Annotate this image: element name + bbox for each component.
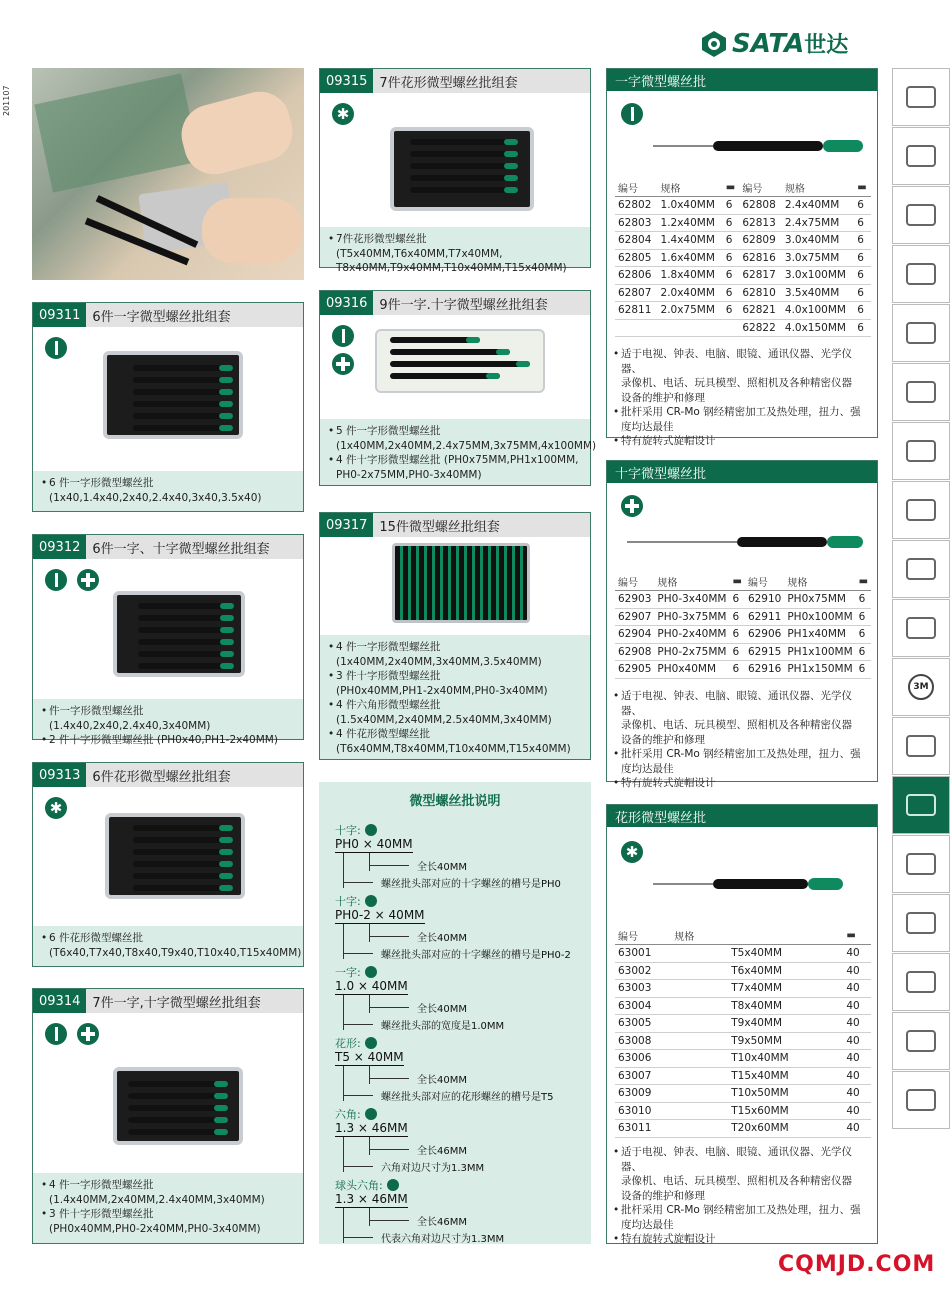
table-cell: 6 — [723, 302, 740, 320]
hammer-icon — [906, 617, 936, 639]
table-cell: 62810 — [739, 284, 782, 302]
note-spec: PH0-2 × 40MM — [335, 908, 425, 922]
set-09314: 09314 7件一字,十字微型螺丝批组套 • 4 件一字形微型螺丝批 (1.4x40MM,2x40MM,2.4x40MM,3x40MM) • 3 件十字形微型螺丝批 (PH0x40MM,PH0-2x40MM,PH0-3x40MM) — [32, 988, 304, 1244]
phillips-tip-icon — [77, 1023, 99, 1045]
table-cell: 40 — [843, 1085, 871, 1103]
table-cell: 62802 — [615, 197, 658, 215]
category-tab[interactable] — [892, 363, 950, 421]
category-tab[interactable] — [892, 1012, 950, 1070]
screwdriver-icon — [906, 440, 936, 462]
screwdriver-image — [653, 877, 843, 891]
phillips-table — [615, 573, 871, 679]
phillips-section — [606, 460, 878, 789]
phillips-tip-icon — [77, 569, 99, 591]
table-cell: 4.0x100MM — [782, 302, 854, 320]
table-cell: 62817 — [739, 267, 782, 285]
toolbox-icon — [906, 86, 936, 108]
table-cell: 62910 — [745, 591, 784, 609]
table-cell: 62906 — [745, 626, 784, 644]
torque-wrench-icon — [906, 322, 936, 344]
col-qty-icon: ▬ — [843, 927, 871, 945]
note-spec: PH0 × 40MM — [335, 837, 413, 851]
table-cell: PH0x75MM — [784, 591, 855, 609]
puller-icon — [906, 853, 936, 875]
screwdriver-image — [653, 139, 863, 153]
table-cell: 6 — [729, 661, 744, 679]
note-length: 全长40MM — [417, 933, 467, 944]
col-spec: 规格 — [782, 179, 854, 197]
tip-icon — [365, 824, 377, 836]
table-cell: 2.4x40MM — [782, 197, 854, 215]
table-cell: PH0-2x75MM — [654, 643, 729, 661]
table-cell: 62916 — [745, 661, 784, 679]
table-cell: 62822 — [739, 319, 782, 337]
table-cell: 63010 — [615, 1102, 671, 1120]
table-cell: 40 — [843, 1015, 871, 1033]
note-spec: T5 × 40MM — [335, 1050, 404, 1064]
set-description: • 4 件一字形微型螺丝批 (1x40MM,2x40MM,3x40MM,3.5x40MM) • 3 件十字形微型螺丝批 (PH0x40MM,PH1-2x40MM,PH0-3x40MM) • 4 件六角形微型螺丝批 (1.5x40MM,2x40MM,2.5x40MM,3x40MM) • 4 件花形微型螺丝批 (T6x40MM,T8x40MM,T10x40MM,T15x40MM) — [320, 635, 590, 759]
table-cell: 40 — [843, 980, 871, 998]
table-row — [615, 1120, 871, 1138]
table-cell: PH0x100MM — [784, 608, 855, 626]
sata-logo-icon — [700, 30, 728, 58]
table-cell: 6 — [854, 249, 871, 267]
saw-icon — [906, 735, 936, 757]
set-09312: 09312 6件一字、十字微型螺丝批组套 • 件一字形微型螺丝批 (1.4x40,2x40,2.4x40,3x40MM) • 2 件十字形微型螺丝批 (PH0x40,PH1-2x40MM) — [32, 534, 304, 740]
table-cell: 6 — [854, 232, 871, 250]
pliers-icon — [906, 499, 936, 521]
note-item — [335, 1035, 585, 1103]
col-spec: 规格 — [658, 179, 723, 197]
table-cell: 3.5x40MM — [782, 284, 854, 302]
table-cell: 6 — [723, 284, 740, 302]
note-item — [335, 822, 585, 890]
table-cell: 40 — [843, 1067, 871, 1085]
table-cell: 3.0x40MM — [782, 232, 854, 250]
table-cell: 40 — [843, 1050, 871, 1068]
table-cell: 2.4x75MM — [782, 214, 854, 232]
table-row — [615, 1032, 871, 1050]
table-cell: 62911 — [745, 608, 784, 626]
table-row — [615, 1015, 871, 1033]
tip-icon — [365, 1037, 377, 1049]
table-cell — [723, 319, 740, 337]
table-row — [615, 591, 871, 609]
table-row — [615, 302, 871, 320]
table-row — [615, 1050, 871, 1068]
note-meaning: 螺丝批头部对应的花形螺丝的槽号是T5 — [381, 1092, 554, 1103]
table-cell: 62803 — [615, 214, 658, 232]
col-no: 编号 — [745, 573, 784, 591]
section-title: 花形微型螺丝批 — [607, 805, 877, 827]
table-cell: 62904 — [615, 626, 654, 644]
table-cell: 63006 — [615, 1050, 671, 1068]
table-cell: 6 — [856, 643, 871, 661]
table-cell: 6 — [729, 591, 744, 609]
category-tab[interactable] — [892, 540, 950, 598]
slotted-tip-icon — [45, 337, 67, 359]
note-label: 一字: — [335, 966, 361, 979]
impact-wrench-icon — [906, 971, 936, 993]
table-cell: 62805 — [615, 249, 658, 267]
note-length: 全长40MM — [417, 1004, 467, 1015]
table-cell: 6 — [854, 197, 871, 215]
torx-tip-icon: ✱ — [621, 841, 643, 863]
slotted-tip-icon — [45, 569, 67, 591]
table-cell: 62804 — [615, 232, 658, 250]
category-tab[interactable] — [892, 304, 950, 362]
table-cell: 40 — [843, 945, 871, 963]
note-meaning: 六角对边尺寸为1.3MM — [381, 1163, 485, 1174]
table-cell: 40 — [843, 1032, 871, 1050]
table-cell: 6 — [729, 608, 744, 626]
table-cell: PH0-2x40MM — [654, 626, 729, 644]
table-cell: T10x40MM — [671, 1050, 843, 1068]
note-length: 全长40MM — [417, 862, 467, 873]
table-cell: 40 — [843, 997, 871, 1015]
table-row — [615, 945, 871, 963]
note-length: 全长46MM — [417, 1146, 467, 1157]
slotted-tip-icon — [621, 103, 643, 125]
table-cell: 63009 — [615, 1085, 671, 1103]
table-row — [615, 214, 871, 232]
table-cell: 4.0x150MM — [782, 319, 854, 337]
col-qty-icon: ▬ — [854, 179, 871, 197]
table-row — [615, 643, 871, 661]
tip-icon — [365, 895, 377, 907]
table-cell: 62907 — [615, 608, 654, 626]
col-no: 编号 — [615, 927, 671, 945]
table-cell: PH0-3x40MM — [654, 591, 729, 609]
category-tab[interactable] — [892, 245, 950, 303]
tape-measure-icon: 3M — [908, 674, 934, 700]
table-cell: 6 — [723, 232, 740, 250]
table-row — [615, 626, 871, 644]
product-image — [392, 543, 530, 623]
table-cell: 63003 — [615, 980, 671, 998]
phillips-tip-icon — [332, 353, 354, 375]
note-meaning: 螺丝批头部对应的十字螺丝的槽号是PH0-2 — [381, 950, 571, 961]
table-cell: 6 — [729, 626, 744, 644]
note-spec: 1.0 × 40MM — [335, 979, 408, 993]
section-title: 一字微型螺丝批 — [607, 69, 877, 91]
table-cell: 6 — [856, 661, 871, 679]
table-cell: 40 — [843, 962, 871, 980]
section-description: • 适于电视、钟表、电脑、眼镜、通讯仪器、光学仪器、 录像机、电话、玩具模型、照相机及各种精密仪器 设备的维护和修理 • 批杆采用 CR-Mo 钢经精密加工及热处理，扭力、强 度均达最佳 • 特有旋转式旋帽设计 — [613, 1145, 871, 1247]
table-cell: 62806 — [615, 267, 658, 285]
col-no: 编号 — [739, 179, 782, 197]
note-length: 全长46MM — [417, 1217, 467, 1228]
table-row — [615, 232, 871, 250]
doc-code: 201107 — [2, 85, 11, 116]
table-row — [615, 608, 871, 626]
table-cell: T9x50MM — [671, 1032, 843, 1050]
table-cell: 62905 — [615, 661, 654, 679]
table-row — [615, 1085, 871, 1103]
table-cell: 63011 — [615, 1120, 671, 1138]
note-item — [335, 964, 585, 1032]
category-tab[interactable] — [892, 422, 950, 480]
drill-chuck-icon — [906, 1089, 936, 1111]
table-cell: 1.0x40MM — [658, 197, 723, 215]
note-label: 十字: — [335, 895, 361, 908]
note-label: 球头六角: — [335, 1179, 383, 1192]
set-description: • 6 件一字形微型螺丝批 (1x40,1.4x40,2x40,2.4x40,3x40,3.5x40) — [33, 471, 303, 511]
note-label: 花形: — [335, 1037, 361, 1050]
table-cell: 62808 — [739, 197, 782, 215]
table-cell: 62813 — [739, 214, 782, 232]
phillips-tip-icon — [621, 495, 643, 517]
table-cell: 63008 — [615, 1032, 671, 1050]
table-cell: 63002 — [615, 962, 671, 980]
section-description: • 适于电视、钟表、电脑、眼镜、通讯仪器、光学仪器、 录像机、电话、玩具模型、照相机及各种精密仪器 设备的维护和修理 • 批杆采用 CR-Mo 钢经精密加工及热处理，扭力、强 度均达最佳 • 特有旋转式旋帽设计 — [613, 689, 871, 791]
set-description: • 5 件一字形微型螺丝批 (1x40MM,2x40MM,2.4x75MM,3x75MM,4x100MM) • 4 件十字形微型螺丝批 (PH0x75MM,PH1x100MM, PH0-2x75MM,PH0-3x40MM) — [320, 419, 590, 485]
col-spec: 规格 — [671, 927, 843, 945]
product-photo — [32, 68, 304, 280]
table-cell: 2.0x75MM — [658, 302, 723, 320]
jack-icon — [906, 912, 936, 934]
table-cell: 3.0x75MM — [782, 249, 854, 267]
set-09311: 09311 6件一字微型螺丝批组套 • 6 件一字形微型螺丝批 (1x40,1.4x40,2x40,2.4x40,3x40,3.5x40) — [32, 302, 304, 512]
slotted-section — [606, 68, 878, 447]
table-cell: T15x60MM — [671, 1102, 843, 1120]
note-spec: 1.3 × 46MM — [335, 1121, 408, 1135]
note-label: 十字: — [335, 824, 361, 837]
category-tab[interactable] — [892, 776, 950, 834]
category-tab[interactable] — [892, 894, 950, 952]
table-cell: 6 — [856, 608, 871, 626]
set-description: • 6 件花形微型螺丝批 (T6x40,T7x40,T8x40,T9x40,T10x40,T15x40MM) — [33, 926, 303, 966]
table-row — [615, 284, 871, 302]
table-row — [615, 997, 871, 1015]
set-09317: 09317 15件微型螺丝批组套 • 4 件一字形微型螺丝批 (1x40MM,2x40MM,3x40MM,3.5x40MM) • 3 件十字形微型螺丝批 (PH0x40MM,PH1-2x40MM,PH0-3x40MM) • 4 件六角形微型螺丝批 (1.5x40MM,2x40MM,2.5x40MM,3x40MM) • 4 件花形微型螺丝批 (T6x40MM,T8x40MM,T10x40MM,T15x40MM) — [319, 512, 591, 760]
note-length: 全长40MM — [417, 1075, 467, 1086]
category-tab[interactable] — [892, 835, 950, 893]
table-cell: 6 — [723, 249, 740, 267]
torx-tip-icon: ✱ — [332, 103, 354, 125]
table-cell: 6 — [854, 214, 871, 232]
table-cell: T5x40MM — [671, 945, 843, 963]
set-description: • 4 件一字形微型螺丝批 (1.4x40MM,2x40MM,2.4x40MM,3x40MM) • 3 件十字形微型螺丝批 (PH0x40MM,PH0-2x40MM,PH0-3x40MM) — [33, 1173, 303, 1243]
table-cell: 62809 — [739, 232, 782, 250]
col-no: 编号 — [615, 179, 658, 197]
set-description: • 件一字形微型螺丝批 (1.4x40,2x40,2.4x40,3x40MM) • 2 件十字形微型螺丝批 (PH0x40,PH1-2x40MM) — [33, 699, 303, 739]
table-cell: 62903 — [615, 591, 654, 609]
category-tab[interactable] — [892, 658, 950, 716]
table-cell: PH0x40MM — [654, 661, 729, 679]
table-cell: T6x40MM — [671, 962, 843, 980]
table-row — [615, 661, 871, 679]
table-cell: T8x40MM — [671, 997, 843, 1015]
table-cell: 62908 — [615, 643, 654, 661]
set-09313: 09313 6件花形微型螺丝批组套 ✱ • 6 件花形微型螺丝批 (T6x40,T7x40,T8x40,T9x40,T10x40,T15x40MM) — [32, 762, 304, 967]
tip-icon — [365, 1108, 377, 1120]
hex-key-icon — [906, 381, 936, 403]
table-cell: 1.6x40MM — [658, 249, 723, 267]
table-row — [615, 1102, 871, 1120]
col-qty-icon: ▬ — [729, 573, 744, 591]
table-cell: T15x40MM — [671, 1067, 843, 1085]
precision-tools-icon — [906, 794, 936, 816]
screwdriver-image — [627, 535, 863, 549]
slotted-tip-icon — [45, 1023, 67, 1045]
note-meaning: 螺丝批头部的宽度是1.0MM — [381, 1021, 505, 1032]
brand-logo: SATA 世达 — [700, 28, 848, 59]
socket-icon — [906, 204, 936, 226]
table-cell: PH1x40MM — [784, 626, 855, 644]
note-spec: 1.3 × 46MM — [335, 1192, 408, 1206]
table-row — [615, 197, 871, 215]
table-row — [615, 319, 871, 337]
tip-icon — [387, 1179, 399, 1191]
note-meaning: 螺丝批头部对应的十字螺丝的槽号是PH0 — [381, 879, 561, 890]
table-cell: 6 — [854, 284, 871, 302]
table-cell: PH1x100MM — [784, 643, 855, 661]
table-cell: 40 — [843, 1102, 871, 1120]
table-cell: 6 — [723, 197, 740, 215]
table-cell: 6 — [723, 267, 740, 285]
table-cell: 62915 — [745, 643, 784, 661]
note-item — [335, 1106, 585, 1174]
table-row — [615, 980, 871, 998]
table-cell: 63005 — [615, 1015, 671, 1033]
table-cell: 6 — [856, 626, 871, 644]
table-row — [615, 1067, 871, 1085]
col-qty-icon: ▬ — [856, 573, 871, 591]
note-item — [335, 893, 585, 961]
table-cell — [658, 319, 723, 337]
table-cell: 62807 — [615, 284, 658, 302]
slotted-table — [615, 179, 871, 337]
table-cell: 6 — [856, 591, 871, 609]
table-row — [615, 249, 871, 267]
table-cell: 3.0x100MM — [782, 267, 854, 285]
note-label: 六角: — [335, 1108, 361, 1121]
table-cell: 1.2x40MM — [658, 214, 723, 232]
section-title: 十字微型螺丝批 — [607, 461, 877, 483]
col-spec: 规格 — [784, 573, 855, 591]
table-cell: 6 — [854, 319, 871, 337]
table-cell: T7x40MM — [671, 980, 843, 998]
col-spec: 规格 — [654, 573, 729, 591]
table-cell: PH0-3x75MM — [654, 608, 729, 626]
wrench-icon — [906, 263, 936, 285]
table-cell: 62821 — [739, 302, 782, 320]
notes-title: 微型螺丝批说明 — [409, 794, 501, 809]
category-tab[interactable] — [892, 1071, 950, 1129]
torx-section — [606, 804, 878, 1244]
slotted-tip-icon — [332, 325, 354, 347]
watermark: CQMJD.COM — [778, 1252, 936, 1277]
category-tab[interactable] — [892, 717, 950, 775]
notes-panel — [319, 782, 591, 1244]
table-cell: 40 — [843, 1120, 871, 1138]
note-meaning: 代表六角对边尺寸为1.3MM — [381, 1234, 505, 1245]
set-description: • 7件花形微型螺丝批(T5x40MM,T6x40MM,T7x40MM, T8x40MM,T9x40MM,T10x40MM,T15x40MM) — [320, 227, 590, 267]
safety-mask-icon — [906, 1030, 936, 1052]
table-cell: 63001 — [615, 945, 671, 963]
set-09316: 09316 9件一字.十字微型螺丝批组套 • 5 件一字形微型螺丝批 (1x40MM,2x40MM,2.4x75MM,3x75MM,4x100MM) • 4 件十字形微型螺丝批 (PH0x75MM,PH1x100MM, PH0-2x75MM,PH0-3x40MM) — [319, 290, 591, 486]
category-tab[interactable] — [892, 68, 950, 126]
table-cell: PH1x150MM — [784, 661, 855, 679]
col-no: 编号 — [615, 573, 654, 591]
table-cell: T20x60MM — [671, 1120, 843, 1138]
table-cell: 1.4x40MM — [658, 232, 723, 250]
set-09315: 09315 7件花形微型螺丝批组套 ✱ • 7件花形微型螺丝批(T5x40MM,T6x40MM,T7x40MM, T8x40MM,T9x40MM,T10x40MM,T15x40MM) — [319, 68, 591, 268]
category-tab[interactable] — [892, 127, 950, 185]
table-cell: 2.0x40MM — [658, 284, 723, 302]
table-cell: 6 — [854, 302, 871, 320]
cutter-icon — [906, 558, 936, 580]
col-qty-icon: ▬ — [723, 179, 740, 197]
category-tab[interactable] — [892, 186, 950, 244]
table-cell: 62811 — [615, 302, 658, 320]
table-cell: 6 — [854, 267, 871, 285]
section-description: • 适于电视、钟表、电脑、眼镜、通讯仪器、光学仪器、 录像机、电话、玩具模型、照相机及各种精密仪器 设备的维护和修理 • 批杆采用 CR-Mo 钢经精密加工及热处理，扭力、强 度均达最佳 • 特有旋转式旋帽设计 — [613, 347, 871, 449]
table-cell: T10x50MM — [671, 1085, 843, 1103]
note-item — [335, 1177, 585, 1245]
tool-cabinet-icon — [906, 145, 936, 167]
table-row — [615, 962, 871, 980]
table-cell — [615, 319, 658, 337]
table-cell: 62816 — [739, 249, 782, 267]
table-cell: T9x40MM — [671, 1015, 843, 1033]
tip-icon — [365, 966, 377, 978]
table-row — [615, 267, 871, 285]
table-cell: 1.8x40MM — [658, 267, 723, 285]
table-cell: 63004 — [615, 997, 671, 1015]
category-tab[interactable] — [892, 481, 950, 539]
table-cell: 63007 — [615, 1067, 671, 1085]
table-cell: 6 — [729, 643, 744, 661]
torx-tip-icon: ✱ — [45, 797, 67, 819]
category-tab[interactable] — [892, 599, 950, 657]
category-tab[interactable] — [892, 953, 950, 1011]
torx-table — [615, 927, 871, 1138]
table-cell: 6 — [723, 214, 740, 232]
